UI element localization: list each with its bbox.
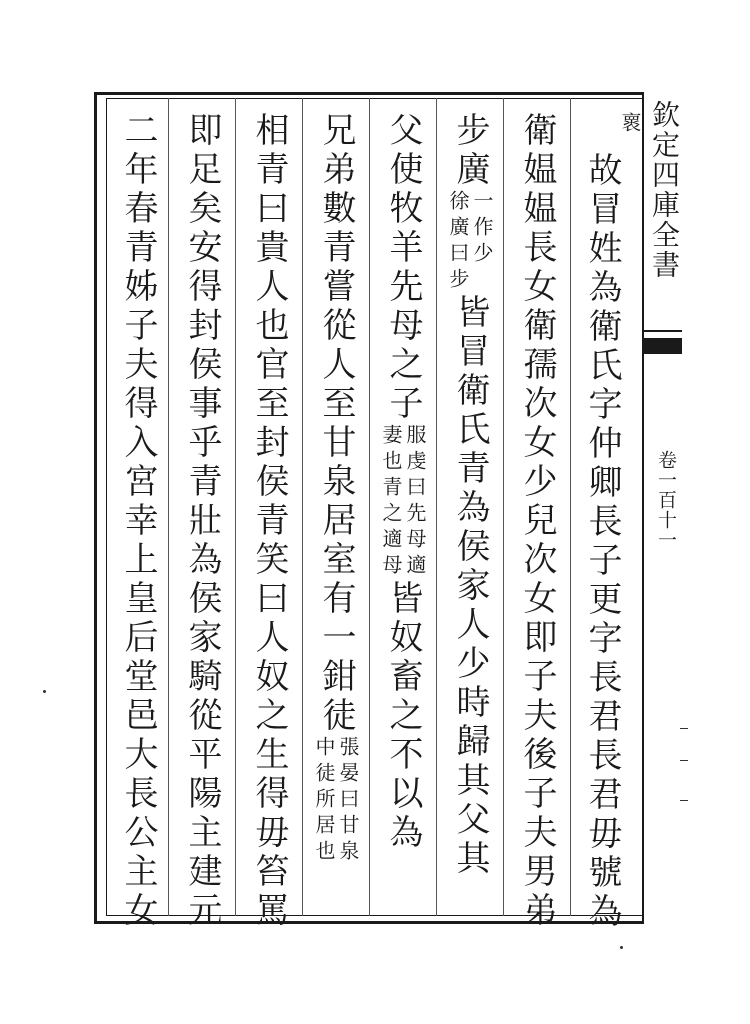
note-line-left: 妻也青之適母 — [379, 424, 403, 580]
note-line-left: 徐廣曰步 — [446, 190, 470, 294]
column-rule — [503, 98, 504, 916]
scan-speck — [620, 946, 623, 949]
column-text: 步廣 — [450, 112, 490, 190]
column-rule — [235, 98, 236, 916]
column-text: 皆冒衛氏青為侯家人少時歸其父其 — [450, 294, 490, 879]
commentary-note — [312, 736, 360, 866]
column-head-char: 褱 — [618, 112, 642, 137]
text-column-7 — [178, 112, 226, 931]
note-line-right: 張晏曰甘泉 — [336, 736, 360, 866]
column-text: 二年春青姊子夫得入宮幸上皇后堂邑大長公主女 — [118, 112, 158, 931]
scan-speck — [43, 690, 46, 693]
note-line-left: 中徒所居也 — [312, 736, 336, 866]
note-line-right: 一作少 — [470, 190, 494, 268]
column-text: 相青曰貴人也官至封侯青笑曰人奴之生得毋笞罵 — [249, 112, 289, 931]
column-rule — [168, 98, 169, 916]
column-text: 皆奴畜之不以為 — [383, 580, 423, 853]
column-rule — [570, 98, 571, 916]
column-rule — [369, 98, 370, 916]
text-column-4 — [379, 112, 427, 912]
column-rule — [436, 98, 437, 916]
commentary-note — [446, 190, 494, 294]
text-column-1 — [578, 112, 642, 932]
text-column-3 — [446, 112, 494, 912]
text-column-5 — [312, 112, 360, 912]
note-line-right: 服虔曰先母適 — [403, 424, 427, 580]
column-text: 衛媪媪長女衛孺次女少兒次女即子夫後子夫男弟 — [517, 112, 557, 931]
spine-title: 欽定四庫全書 — [648, 100, 681, 280]
column-text: 父使牧羊先母之子 — [383, 112, 423, 424]
commentary-note — [379, 424, 427, 580]
column-text: 兄弟數青嘗從人至甘泉居室有一鉗徒 — [316, 112, 356, 736]
column-text: 即足矣安得封侯事乎青壯為侯家騎從平陽主建元 — [182, 112, 222, 931]
text-column-6 — [245, 112, 293, 931]
edge-mark — [680, 760, 688, 761]
edge-mark — [680, 728, 688, 729]
column-text: 故冒姓為衛氏字仲卿長子更字長君長君毋號為 — [582, 152, 622, 932]
fishtail-rule — [644, 330, 682, 332]
column-rule — [302, 98, 303, 916]
edge-mark — [680, 800, 688, 801]
text-column-8 — [114, 112, 162, 931]
spine-volume: 卷一百十一 — [655, 450, 677, 550]
text-column-2 — [513, 112, 561, 931]
fishtail-mark — [644, 338, 682, 354]
